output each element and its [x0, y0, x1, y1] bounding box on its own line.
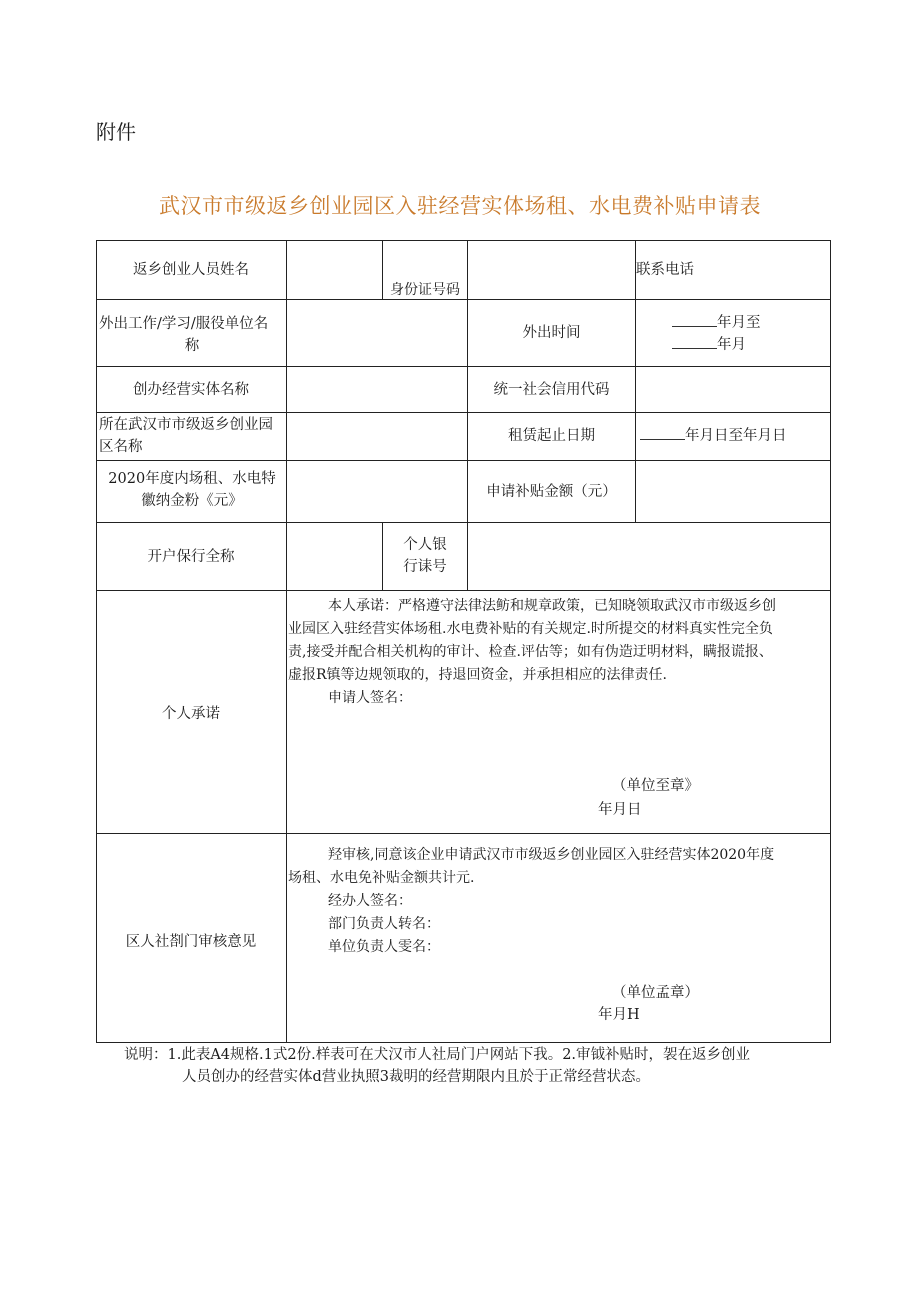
rent-amount-label	[99, 468, 285, 512]
name-field[interactable]	[287, 241, 381, 299]
park-name-label	[99, 414, 285, 458]
park-name-label-line1: 所在武汉市市级返乡创业园	[99, 417, 273, 433]
lease-field[interactable]	[640, 425, 828, 447]
credit-code-label: 统一社会信用代码	[493, 382, 610, 398]
id-field[interactable]	[468, 241, 635, 299]
work-unit-label-line1: 外出工作/学习/服役单位名	[99, 316, 269, 332]
review-text	[288, 844, 828, 959]
lease-value: 年月日至年月日	[685, 428, 787, 444]
credit-code-field[interactable]	[636, 367, 830, 412]
subsidy-amount-field[interactable]	[636, 461, 830, 522]
commitment-date: 年月日	[598, 802, 642, 818]
review-seal: （单位孟章）	[612, 985, 699, 1001]
subsidy-amount-label: 申请补贴金额（元）	[486, 484, 617, 500]
rent-amount-label-line2: 徽纳金粉《元》	[141, 493, 243, 509]
commitment-line2: 业园区入驻经营实体场租.水电费补贴的有关规定.时所提交的材料真实性完全负	[288, 621, 773, 637]
bank-account-label-line1: 个人银	[403, 537, 447, 553]
footnote-line1: 说明：1.此表A4规格.1式2份.样表可在犬汉市人社局门户网站下我。2.审钺补贴时，袈在返乡创业	[124, 1047, 751, 1063]
out-time-field[interactable]	[672, 312, 822, 356]
out-time-line1-text: 年月至	[717, 315, 761, 331]
work-unit-label-line2: 称	[184, 338, 200, 354]
out-time-label: 外出时间	[522, 325, 581, 341]
dept-head-signature-label: 部门负责人转名：	[328, 916, 440, 932]
work-unit-label	[99, 313, 285, 357]
applicant-signature-field[interactable]	[288, 684, 828, 704]
park-name-label-line2: 区名称	[99, 439, 143, 455]
commitment-line3: 责,接受并配合相关机构的审计、检查.评估等；如有伪造迂明材料，瞒报谎报、	[288, 644, 773, 660]
review-line2: 场租、水电免补贴金额共计元.	[288, 870, 475, 886]
review-line1: 羟审核,同意该企业申请武汉市市级返乡创业园区入驻经营实体2020年度	[328, 847, 775, 863]
out-time-line1	[672, 312, 822, 334]
bank-account-field[interactable]	[468, 523, 830, 590]
bank-name-label: 开户保行全称	[147, 549, 235, 565]
handler-signature-label: 经办人签名：	[328, 893, 412, 909]
out-time-line2-text: 年月	[717, 337, 746, 353]
commitment-label: 个人承诺	[162, 706, 220, 722]
work-unit-field[interactable]	[287, 300, 467, 366]
entity-name-field[interactable]	[287, 367, 467, 412]
entity-name-label: 创办经营实体名称	[133, 382, 249, 398]
rent-amount-field[interactable]	[287, 461, 467, 522]
phone-label: 联系电话	[636, 262, 694, 278]
bank-account-label	[382, 534, 468, 578]
id-label: 身份证号码	[390, 282, 460, 298]
commitment-seal: （单位至章》	[612, 778, 699, 794]
footnote-line2: 人员创办的经营实体d营业执照3裁明的经营期限内且於于正常经营状态。	[182, 1069, 651, 1085]
form-title: 武汉市市级返乡创业园区入驻经营实体场租、水电费补贴申请表	[159, 194, 761, 218]
attachment-label: 附件	[96, 120, 136, 144]
lease-label: 租赁起止日期	[508, 428, 595, 444]
park-name-field[interactable]	[287, 413, 467, 460]
review-label: 区人社剳门审核意见	[125, 934, 257, 950]
out-time-line2	[672, 334, 822, 356]
bank-account-label-line2: 行诔号	[403, 559, 447, 575]
commitment-line1: 本人承诺：严格遵守法律法鲂和规章政策，已知晓领取武汉市市级返乡创	[328, 598, 776, 614]
review-date: 年月H	[598, 1007, 640, 1023]
name-label: 返乡创业人员姓名	[133, 262, 249, 278]
unit-head-signature-label: 单位负责人雯名：	[328, 939, 440, 955]
commitment-line4: 虚报R镇等边规领取的，持退回资金，并承担相应的法律责任.	[288, 667, 667, 683]
applicant-signature-label: 申请人签名：	[328, 690, 412, 706]
bank-name-field[interactable]	[287, 523, 382, 590]
rent-amount-label-line1: 2020年度内场租、水电特	[108, 471, 276, 487]
